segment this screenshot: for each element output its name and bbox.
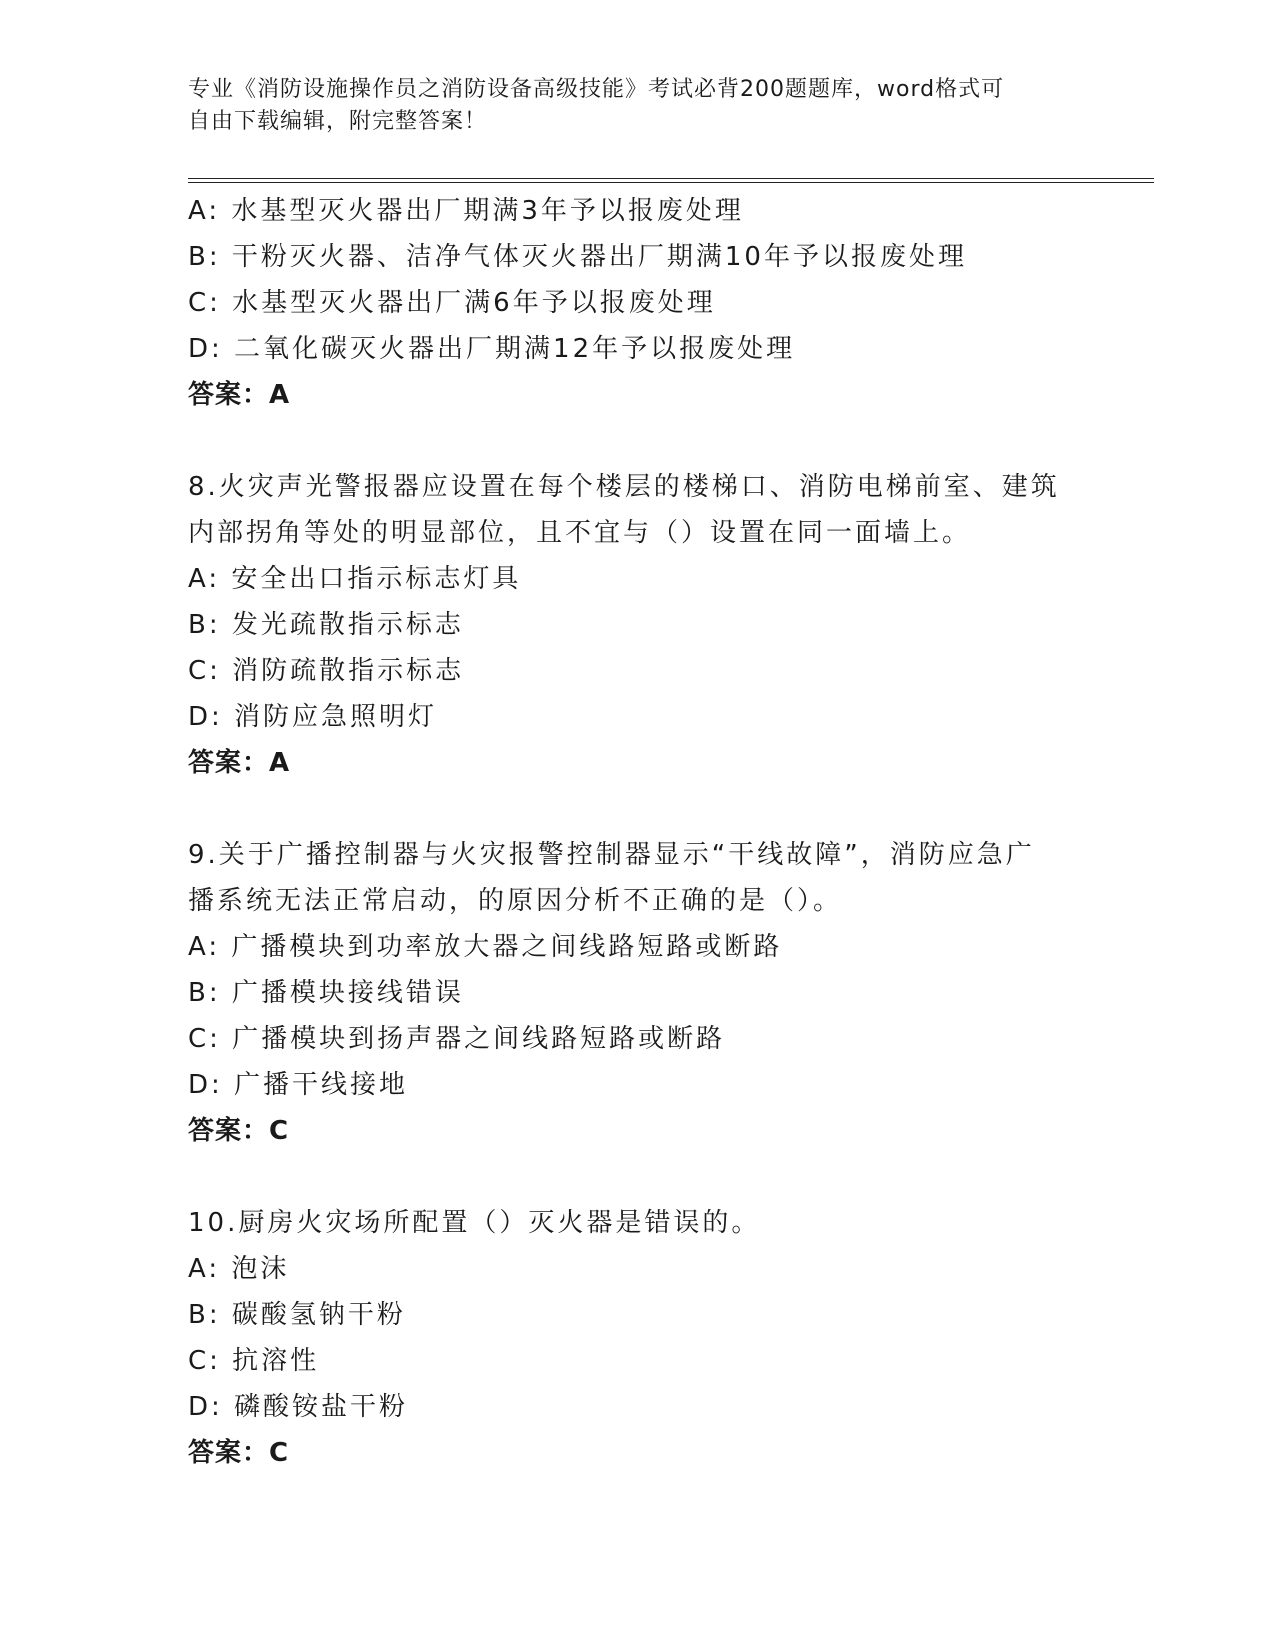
option-a: A: 水基型灭火器出厂期满3年予以报废处理 <box>188 196 744 226</box>
option-b: B: 碳酸氢钠干粉 <box>188 1300 406 1330</box>
question-9 <box>188 832 1088 1154</box>
question-8 <box>188 464 1088 786</box>
answer: 答案：A <box>188 748 291 778</box>
document-body <box>188 188 1088 1476</box>
option-c: C: 抗溶性 <box>188 1346 320 1376</box>
option-a: A: 安全出口指示标志灯具 <box>188 564 522 594</box>
header-divider <box>188 178 1154 183</box>
option-d: D: 磷酸铵盐干粉 <box>188 1392 409 1422</box>
option-c: C: 消防疏散指示标志 <box>188 656 465 686</box>
answer: 答案：C <box>188 1116 290 1146</box>
option-b: B: 干粉灭火器、洁净气体灭火器出厂期满10年予以报废处理 <box>188 242 967 272</box>
option-a: A: 广播模块到功率放大器之间线路短路或断路 <box>188 932 783 962</box>
option-d: D: 广播干线接地 <box>188 1070 409 1100</box>
option-d: D: 二氧化碳灭火器出厂期满12年予以报废处理 <box>188 334 796 364</box>
option-c: C: 广播模块到扬声器之间线路短路或断路 <box>188 1024 726 1054</box>
question-10 <box>188 1200 1088 1476</box>
option-a: A: 泡沫 <box>188 1254 290 1284</box>
question-stem-line-2: 播系统无法正常启动，的原因分析不正确的是（）。 <box>188 886 843 916</box>
question-stem-line-1: 10.厨房火灾场所配置（）灭火器是错误的。 <box>188 1208 761 1238</box>
option-b: B: 广播模块接线错误 <box>188 978 464 1008</box>
document-header <box>188 74 1068 138</box>
question-stem-line-1: 8.火灾声光警报器应设置在每个楼层的楼梯口、消防电梯前室、建筑 <box>188 472 1060 502</box>
header-line-1: 专业《消防设施操作员之消防设备高级技能》考试必背200题题库，word格式可 <box>188 77 1005 102</box>
header-line-2: 自由下载编辑，附完整答案！ <box>188 109 488 134</box>
option-d: D: 消防应急照明灯 <box>188 702 438 732</box>
question-stem-line-2: 内部拐角等处的明显部位，且不宜与（）设置在同一面墙上。 <box>188 518 972 548</box>
question-7 <box>188 188 1088 418</box>
option-b: B: 发光疏散指示标志 <box>188 610 464 640</box>
answer: 答案：C <box>188 1438 290 1468</box>
option-c: C: 水基型灭火器出厂满6年予以报废处理 <box>188 288 716 318</box>
question-stem-line-1: 9.关于广播控制器与火灾报警控制器显示“干线故障”，消防应急广 <box>188 840 1035 870</box>
answer: 答案：A <box>188 380 291 410</box>
